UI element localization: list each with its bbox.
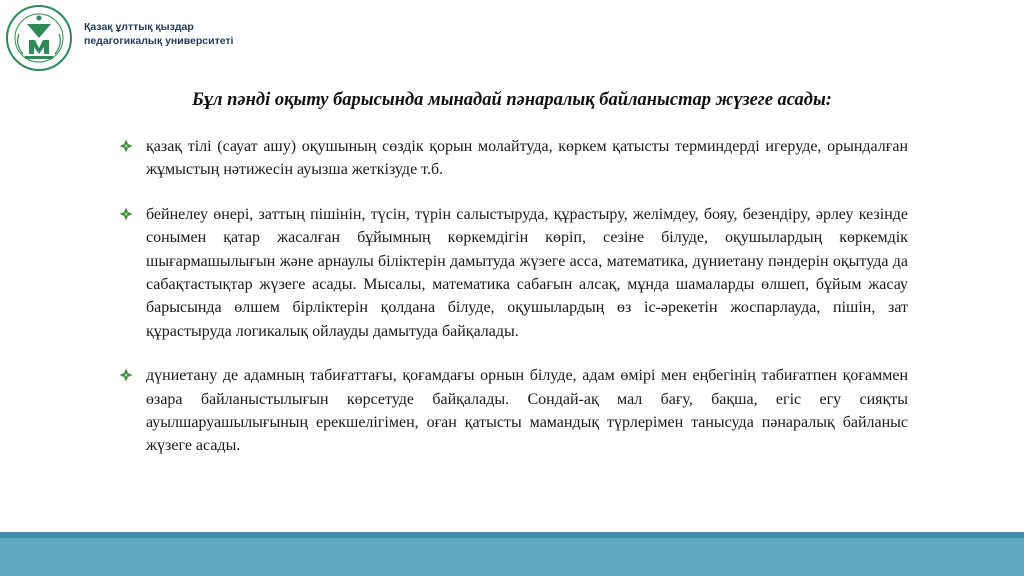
university-name-line-2: педагогикалық университеті (84, 35, 234, 47)
bullet-item-1 (118, 135, 908, 182)
diamond-bullet-icon (119, 207, 133, 221)
diamond-bullet-icon (119, 139, 133, 153)
university-name (84, 20, 233, 48)
bullet-text-1: қазақ тілі (сауат ашу) оқушының сөздік қорын молайтуда, көркем қатысты терминдерді игеруде, орындалған жұмыстың нәтижесін ауызша жеткізуде т.б. (146, 138, 908, 179)
bullet-item-3 (118, 364, 908, 458)
bullet-list (118, 135, 908, 458)
university-name-line-1: Қазақ ұлттық қыздар (84, 21, 194, 33)
slide-heading: Бұл пәнді оқыту барысында мынадай пәнаралық байланыстар жүзеге асады: (192, 90, 832, 110)
footer-band (0, 532, 1024, 576)
bullet-text-2: бейнелеу өнері, заттың пішінін, түсін, түрін салыстыруда, құрастыру, желімдеу, бояу, безендіру, әрлеу кезінде сонымен қатар жасалған бұйымның көркемдігін көріп, сезіне білуде, оқушылардың көркемдік шығармашылығын және арнаулы біліктерін дамытуда жүзеге асса, математика, дүниетану пәндерін оқытуда да сабақтастықтар жүзеге асады. Мысалы, математика сабағын алсақ, мұнда шамаларды өлшеп, бұйым жасау барысында өлшем бірліктерін қолдана білуде, оқушылардың өз іс-әрекетін жоспарлауда, пішін, зат құрастыруда логикалық ойлауды дамытуда байқалады. (146, 205, 908, 340)
bullet-item-2 (118, 203, 908, 343)
bullet-text-3: дүниетану де адамның табиғаттағы, қоғамдағы орнын білуде, адам өмірі мен еңбегінің табиғатпен қоғаммен өзара байланыстылығын көрсетуде байқалады. Сондай-ақ мал бағу, бақша, егіс егу сияқты ауылшаруашылығының ерекшелігімен, оған қатысты мамандық түрлерімен танысуда пәнаралық байланыс жүзеге асады. (146, 367, 908, 455)
university-logo-icon (5, 4, 73, 72)
diamond-bullet-icon (119, 368, 133, 382)
footer-band-accent (0, 532, 1024, 538)
